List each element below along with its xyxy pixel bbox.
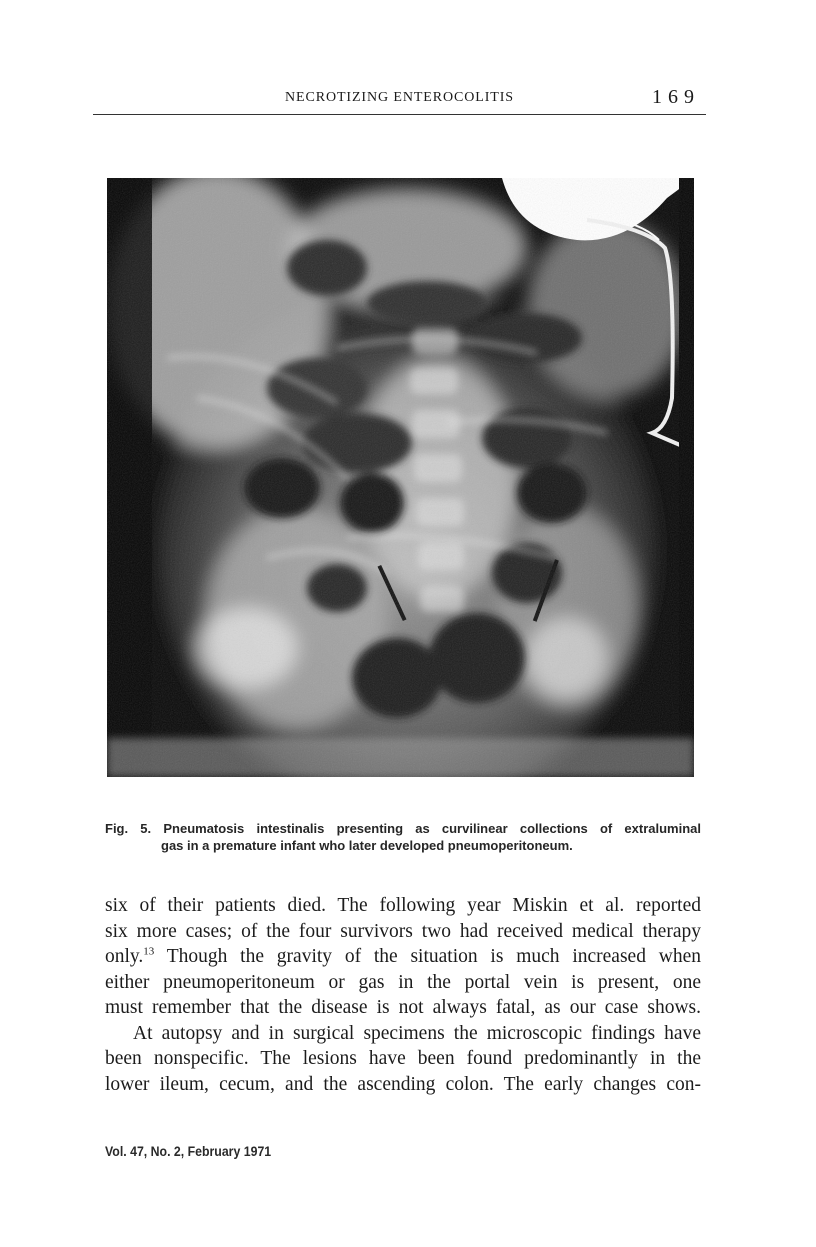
body-line-2: six more cases; of the four survivors two had received medical therapy	[105, 920, 701, 942]
journal-footer: Vol. 47, No. 2, February 1971	[105, 1143, 272, 1159]
caption-line-2: gas in a premature infant who later developed pneumoperitoneum.	[161, 838, 573, 853]
page-number: 169	[652, 86, 700, 108]
body-line-3	[105, 944, 701, 970]
body-text	[105, 893, 701, 1097]
caption-line1-text: Pneumatosis intestinalis presenting as curvilinear collections of extraluminal	[163, 821, 701, 836]
body-line-3-rest: Though the gravity of the situation is much increased when	[154, 946, 701, 967]
body-line-1: six of their patients died. The following year Miskin et al. reported	[105, 895, 701, 916]
body-line-3-start: only.	[105, 946, 144, 967]
reference-superscript: 13	[143, 945, 155, 958]
figure-xray	[107, 178, 694, 777]
caption-label: Fig. 5.	[105, 821, 152, 836]
body-line-5: must remember that the disease is not always fatal, as our case shows.	[105, 997, 701, 1018]
running-title: NECROTIZING ENTEROCOLITIS	[285, 90, 514, 105]
body-line-8: lower ileum, cecum, and the ascending colon. The early changes con-	[105, 1073, 701, 1095]
body-line-4: either pneumoperitoneum or gas in the portal vein is present, one	[105, 971, 701, 993]
body-line-7: been nonspecific. The lesions have been found predominantly in the	[105, 1048, 701, 1069]
figure-caption	[105, 820, 701, 854]
xray-image	[107, 178, 694, 777]
caption-line-1	[105, 820, 701, 837]
running-header	[93, 88, 706, 115]
body-line-6: At autopsy and in surgical specimens the microscopic findings have	[133, 1022, 701, 1044]
